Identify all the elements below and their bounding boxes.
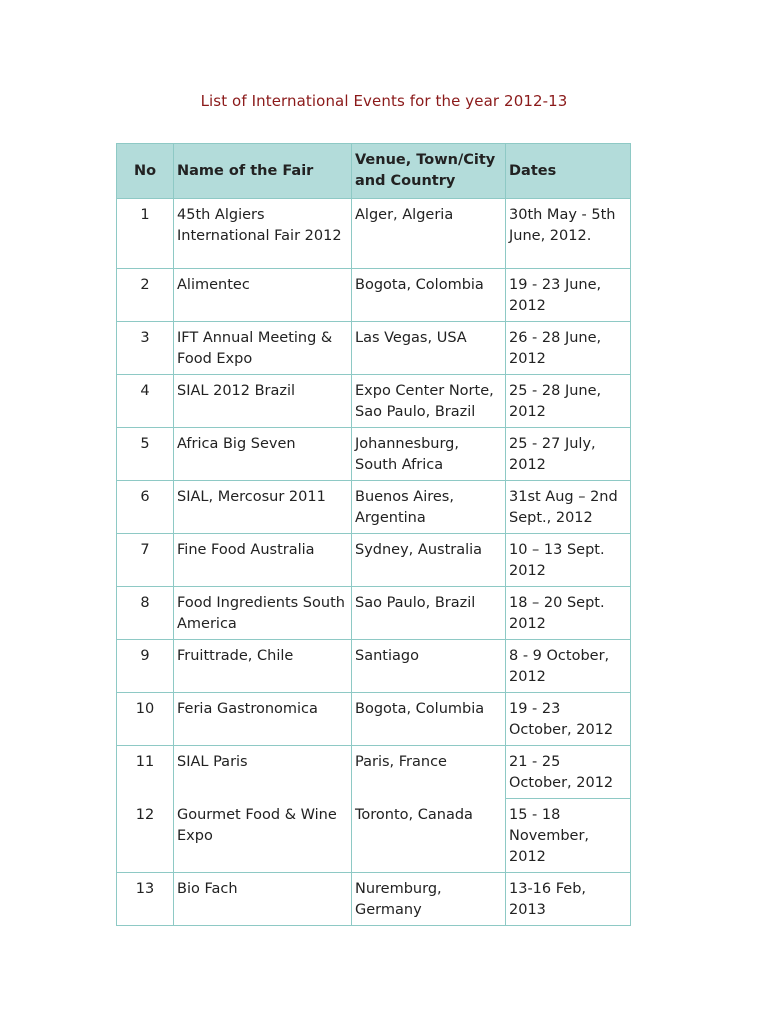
cell-no: 5 <box>117 428 174 481</box>
table-row <box>117 428 631 481</box>
cell-dates: 31st Aug – 2nd Sept., 2012 <box>506 481 631 534</box>
table-row <box>117 587 631 640</box>
cell-no: 12 <box>117 799 174 873</box>
cell-dates: 30th May - 5th June, 2012. <box>506 199 631 269</box>
cell-no: 3 <box>117 322 174 375</box>
cell-no: 6 <box>117 481 174 534</box>
cell-no: 9 <box>117 640 174 693</box>
cell-venue: Bogota, Columbia <box>352 693 506 746</box>
cell-name: Gourmet Food & Wine Expo <box>174 799 352 873</box>
cell-dates: 15 - 18 November, 2012 <box>506 799 631 873</box>
cell-no: 7 <box>117 534 174 587</box>
events-table <box>116 143 631 926</box>
cell-dates: 25 - 28 June, 2012 <box>506 375 631 428</box>
cell-no: 1 <box>117 199 174 269</box>
table-row <box>117 640 631 693</box>
header-dates: Dates <box>506 144 631 199</box>
cell-name: SIAL, Mercosur 2011 <box>174 481 352 534</box>
cell-dates: 26 - 28 June, 2012 <box>506 322 631 375</box>
cell-name: Fruittrade, Chile <box>174 640 352 693</box>
cell-no: 11 <box>117 746 174 799</box>
table-row <box>117 534 631 587</box>
cell-name: SIAL 2012 Brazil <box>174 375 352 428</box>
cell-name: 45th Algiers International Fair 2012 <box>174 199 352 269</box>
table-row <box>117 746 631 799</box>
cell-name: Fine Food Australia <box>174 534 352 587</box>
cell-venue: Toronto, Canada <box>352 799 506 873</box>
cell-no: 4 <box>117 375 174 428</box>
cell-no: 13 <box>117 873 174 926</box>
table-row <box>117 693 631 746</box>
cell-name: Africa Big Seven <box>174 428 352 481</box>
cell-venue: Paris, France <box>352 746 506 799</box>
cell-name: Bio Fach <box>174 873 352 926</box>
table-row <box>117 375 631 428</box>
cell-venue: Bogota, Colombia <box>352 269 506 322</box>
cell-dates: 18 – 20 Sept. 2012 <box>506 587 631 640</box>
cell-dates: 10 – 13 Sept. 2012 <box>506 534 631 587</box>
cell-dates: 19 - 23 June, 2012 <box>506 269 631 322</box>
cell-no: 8 <box>117 587 174 640</box>
cell-dates: 13-16 Feb, 2013 <box>506 873 631 926</box>
cell-name: Alimentec <box>174 269 352 322</box>
cell-venue: Expo Center Norte, Sao Paulo, Brazil <box>352 375 506 428</box>
cell-no: 10 <box>117 693 174 746</box>
table-row <box>117 199 631 269</box>
header-name: Name of the Fair <box>174 144 352 199</box>
cell-venue: Alger, Algeria <box>352 199 506 269</box>
table-row <box>117 322 631 375</box>
cell-dates: 21 - 25 October, 2012 <box>506 746 631 799</box>
table-row <box>117 873 631 926</box>
cell-name: IFT Annual Meeting & Food Expo <box>174 322 352 375</box>
cell-dates: 19 - 23 October, 2012 <box>506 693 631 746</box>
header-venue: Venue, Town/City and Country <box>352 144 506 199</box>
cell-venue: Santiago <box>352 640 506 693</box>
cell-venue: Sao Paulo, Brazil <box>352 587 506 640</box>
cell-no: 2 <box>117 269 174 322</box>
page-title: List of International Events for the year 2012-13 <box>200 92 568 110</box>
cell-dates: 8 - 9 October, 2012 <box>506 640 631 693</box>
header-no: No <box>117 144 174 199</box>
table-row <box>117 269 631 322</box>
cell-dates: 25 - 27 July, 2012 <box>506 428 631 481</box>
cell-venue: Las Vegas, USA <box>352 322 506 375</box>
cell-venue: Buenos Aires, Argentina <box>352 481 506 534</box>
table-header-row <box>117 144 631 199</box>
cell-name: SIAL Paris <box>174 746 352 799</box>
table-row <box>117 481 631 534</box>
table-row <box>117 799 631 873</box>
cell-venue: Nuremburg, Germany <box>352 873 506 926</box>
cell-venue: Johannesburg, South Africa <box>352 428 506 481</box>
cell-venue: Sydney, Australia <box>352 534 506 587</box>
cell-name: Feria Gastronomica <box>174 693 352 746</box>
cell-name: Food Ingredients South America <box>174 587 352 640</box>
